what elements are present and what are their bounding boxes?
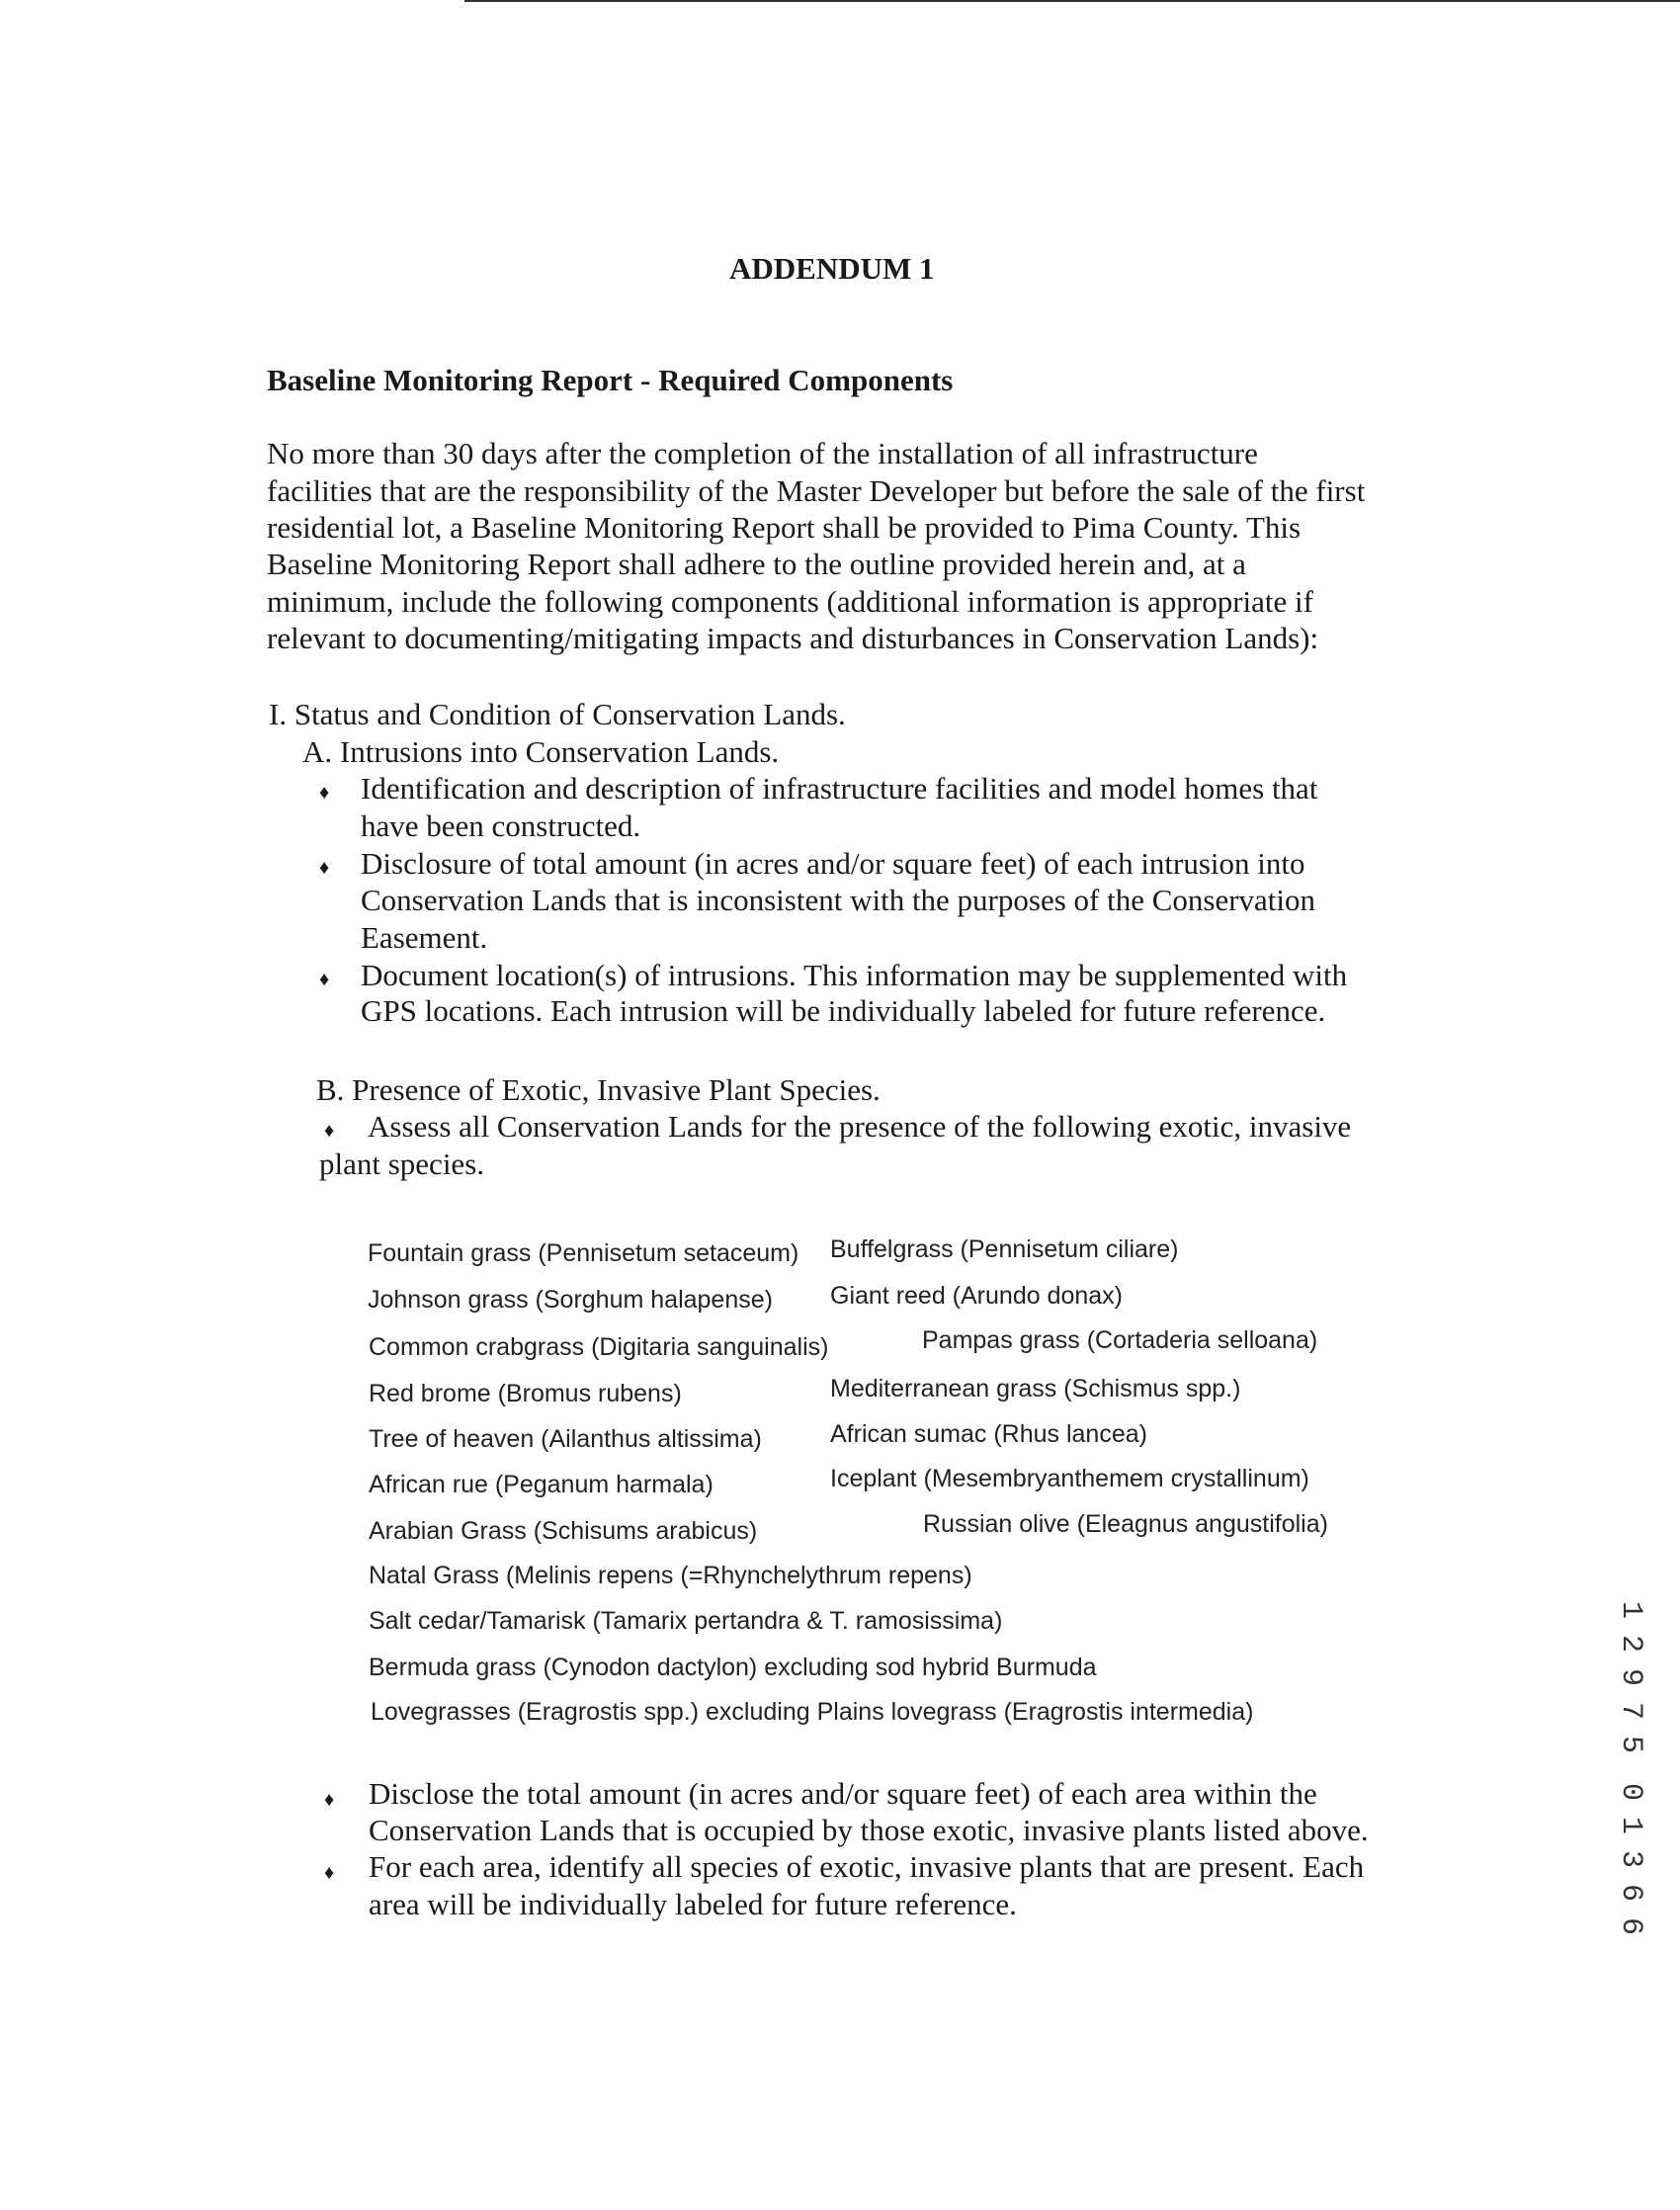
- bullet-text: Easement.: [361, 920, 488, 955]
- species-name: Mediterranean grass (Schismus spp.): [830, 1375, 1241, 1402]
- document-number-glyph: 1: [1614, 1600, 1647, 1619]
- species-name: Common crabgrass (Digitaria sanguinalis): [369, 1333, 829, 1361]
- document-number-glyph: 9: [1614, 1667, 1647, 1686]
- intro-line: relevant to documenting/mitigating impacts and disturbances in Conservation Lands):: [267, 621, 1319, 655]
- species-name: Red brome (Bromus rubens): [369, 1380, 682, 1407]
- bullet-icon: ♦: [324, 1862, 335, 1884]
- species-name: Salt cedar/Tamarisk (Tamarix pertandra & T. ramosissima): [369, 1607, 1003, 1635]
- intro-line: No more than 30 days after the completion of the installation of all infrastructure: [267, 436, 1258, 470]
- species-name: Bermuda grass (Cynodon dactylon) excluding sod hybrid Burmuda: [369, 1654, 1097, 1681]
- species-name: Fountain grass (Pennisetum setaceum): [368, 1239, 799, 1267]
- intro-line: Baseline Monitoring Report shall adhere to the outline provided herein and, at a: [267, 547, 1246, 581]
- section-a-heading: A. Intrusions into Conservation Lands.: [302, 734, 780, 769]
- intro-line: residential lot, a Baseline Monitoring Report shall be provided to Pima County. This: [267, 510, 1302, 545]
- bullet-text: Conservation Lands that is occupied by those exotic, invasive plants listed above.: [369, 1813, 1369, 1847]
- intro-line: minimum, include the following components (additional information is appropriate if: [267, 584, 1313, 619]
- bullet-text: area will be individually labeled for future reference.: [369, 1887, 1017, 1921]
- species-name: Tree of heaven (Ailanthus altissima): [369, 1425, 762, 1453]
- document-number-glyph: 6: [1614, 1883, 1647, 1902]
- intro-line: facilities that are the responsibility of the Master Developer but before the sale of the first: [267, 473, 1366, 508]
- bullet-text: Disclose the total amount (in acres and/or square feet) of each area within the: [369, 1776, 1317, 1811]
- bullet-icon: ♦: [324, 1120, 335, 1142]
- bullet-text: For each area, identify all species of exotic, invasive plants that are present. Each: [369, 1849, 1365, 1884]
- document-number-glyph: 1: [1614, 1816, 1647, 1834]
- species-name: Johnson grass (Sorghum halapense): [368, 1286, 773, 1314]
- document-number-glyph: 7: [1614, 1701, 1647, 1720]
- document-number-stamp: [1614, 1593, 1647, 1943]
- section-b-heading: B. Presence of Exotic, Invasive Plant Species.: [316, 1072, 881, 1107]
- bullet-text: GPS locations. Each intrusion will be individually labeled for future reference.: [361, 993, 1326, 1028]
- bullet-icon: ♦: [319, 857, 330, 879]
- bullet-text: Disclosure of total amount (in acres and/or square feet) of each intrusion into: [361, 846, 1305, 881]
- species-name: African rue (Peganum harmala): [369, 1471, 714, 1498]
- scan-edge-line: [464, 0, 1680, 2]
- species-name: Pampas grass (Cortaderia selloana): [922, 1326, 1318, 1354]
- bullet-icon: ♦: [319, 782, 330, 804]
- document-number-glyph: 0: [1614, 1782, 1647, 1801]
- bullet-icon: ♦: [324, 1789, 335, 1811]
- bullet-text: Conservation Lands that is inconsistent with the purposes of the Conservation: [361, 883, 1316, 917]
- document-number-glyph: 2: [1614, 1634, 1647, 1653]
- bullet-text: Document location(s) of intrusions. This information may be supplemented with: [361, 958, 1348, 992]
- species-name: Lovegrasses (Eragrostis spp.) excluding Plains lovegrass (Eragrostis intermedia): [371, 1698, 1254, 1726]
- species-name: Giant reed (Arundo donax): [830, 1282, 1124, 1310]
- species-name: Natal Grass (Melinis repens (=Rhynchelythrum repens): [369, 1562, 972, 1589]
- bullet-text: Assess all Conservation Lands for the presence of the following exotic, invasive: [368, 1109, 1352, 1144]
- document-number-glyph: 3: [1614, 1849, 1647, 1868]
- bullet-text: plant species.: [319, 1147, 485, 1181]
- species-name: African sumac (Rhus lancea): [830, 1420, 1147, 1448]
- document-number-glyph: 5: [1614, 1735, 1647, 1753]
- bullet-text: have been constructed.: [361, 808, 641, 843]
- species-name: Arabian Grass (Schisums arabicus): [369, 1517, 758, 1545]
- page-title: ADDENDUM 1: [729, 251, 935, 286]
- species-name: Buffelgrass (Pennisetum ciliare): [830, 1235, 1179, 1263]
- bullet-text: Identification and description of infrastructure facilities and model homes that: [361, 771, 1318, 806]
- species-name: Russian olive (Eleagnus angustifolia): [923, 1510, 1328, 1538]
- section-i-heading: I. Status and Condition of Conservation Lands.: [269, 697, 846, 731]
- section-heading: Baseline Monitoring Report - Required Components: [267, 363, 954, 397]
- document-number-glyph: [1624, 1756, 1638, 1780]
- species-name: Iceplant (Mesembryanthemem crystallinum): [830, 1465, 1309, 1492]
- document-number-glyph: 6: [1614, 1916, 1647, 1935]
- bullet-icon: ♦: [319, 969, 330, 990]
